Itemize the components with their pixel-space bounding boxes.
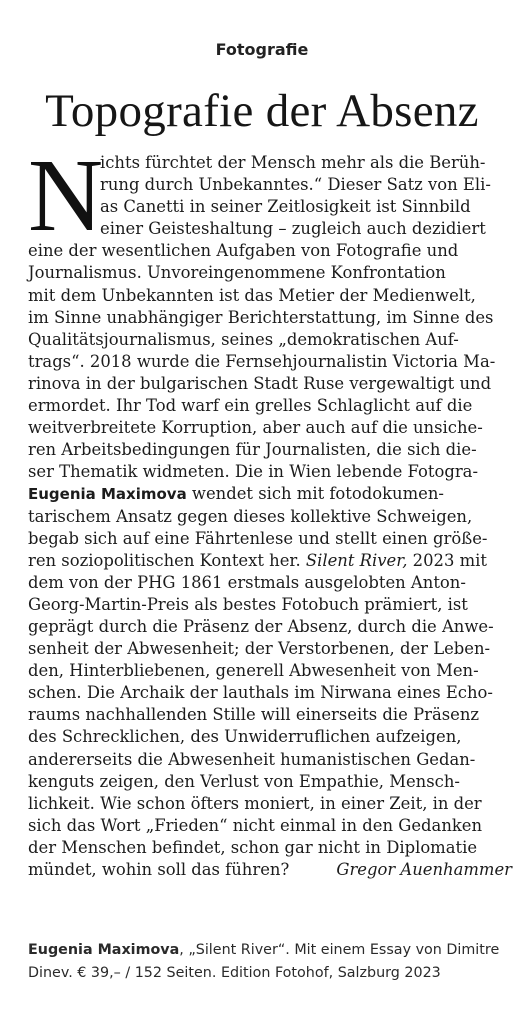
article-headline: Topografie der Absenz: [45, 85, 479, 137]
body-line: des Schrecklichen, des Unwiderruflichen aufzeigen,: [28, 727, 462, 747]
body-line: ren Arbeitsbedingungen für Journalisten, die sich die-: [28, 440, 477, 460]
caption-line: [28, 939, 512, 962]
body-line: ichts fürchtet der Mensch mehr als die Berüh-: [100, 153, 486, 172]
body-line: lichkeit. Wie schon öfters moniert, in einer Zeit, in der: [28, 793, 482, 813]
caption-text: , „Silent River“. Mit einem Essay von Dimitre: [179, 942, 500, 958]
body-line: rung durch Unbekanntes.“ Dieser Satz von Eli-: [100, 175, 491, 195]
body-line: im Sinne unabhängiger Berichterstattung, im Sinne des: [28, 307, 494, 327]
author-byline: Gregor Auenhammer: [336, 860, 512, 879]
body-line: senheit der Abwesenheit; der Verstorbenen, der Leben-: [28, 639, 491, 659]
body-line: rinova in der bulgarischen Stadt Ruse vergewaltigt und: [28, 373, 492, 393]
article-body: [28, 138, 512, 881]
body-text: 2023 mit: [407, 550, 487, 570]
section-kicker: Fotografie: [215, 40, 309, 59]
body-line: kenguts zeigen, den Verlust von Empathie, Mensch-: [28, 771, 460, 791]
body-line: as Canetti in seiner Zeitlosigkeit ist Sinnbild: [100, 197, 471, 217]
body-line: eine der wesentlichen Aufgaben von Fotografie und: [28, 241, 459, 261]
body-line: [28, 859, 512, 881]
caption-line: Dinev. € 39,– / 152 Seiten. Edition Fotohof, Salzburg 2023: [28, 965, 441, 981]
photographer-name: Eugenia Maximova: [28, 485, 187, 504]
drop-cap: N: [28, 138, 104, 253]
body-line: der Menschen befindet, schon gar nicht in Diplomatie: [28, 837, 478, 857]
body-line: ermordet. Ihr Tod warf ein grelles Schlaglicht auf die: [28, 396, 473, 416]
body-line: den, Hinterbliebenen, generell Abwesenheit von Men-: [28, 661, 479, 681]
body-line: geprägt durch die Präsenz der Absenz, durch die Anwe-: [28, 616, 494, 636]
body-line: raums nachhallenden Stille will einerseits die Präsenz: [28, 705, 480, 725]
body-line: [28, 483, 512, 505]
book-caption: [28, 939, 512, 985]
body-line: [28, 550, 512, 572]
body-line: Journalismus. Unvoreingenommene Konfrontation: [28, 263, 446, 283]
body-line: begab sich auf eine Fährtenlese und stellt einen größe-: [28, 528, 488, 548]
body-line: dem von der PHG 1861 erstmals ausgelobten Anton-: [28, 572, 466, 592]
body-line: einer Geisteshaltung – zugleich auch dezidiert: [100, 219, 486, 239]
body-line: tarischem Ansatz gegen dieses kollektive Schweigen,: [28, 506, 473, 526]
body-line: Georg-Martin-Preis als bestes Fotobuch prämiert, ist: [28, 594, 468, 614]
body-text: ren soziopolitischen Kontext her.: [28, 550, 306, 570]
caption-photographer: Eugenia Maximova: [28, 942, 180, 958]
body-line: sich das Wort „Frieden“ nicht einmal in den Gedanken: [28, 815, 483, 835]
body-line: trags“. 2018 wurde die Fernsehjournalistin Victoria Ma-: [28, 351, 496, 371]
body-text: mündet, wohin soll das führen?: [28, 860, 290, 879]
body-line: schen. Die Archaik der lauthals im Nirwana eines Echo-: [28, 683, 493, 703]
body-text: wendet sich mit fotodokumen-: [186, 484, 444, 504]
body-line: weitverbreitete Korruption, aber auch auf die unsiche-: [28, 418, 483, 438]
body-line: andererseits die Abwesenheit humanistischen Gedan-: [28, 749, 476, 769]
body-line: mit dem Unbekannten ist das Metier der Medienwelt,: [28, 285, 476, 305]
body-line: ser Thematik widmeten. Die in Wien lebende Fotogra-: [28, 462, 478, 482]
body-line: Qualitätsjournalismus, seines „demokratischen Auf-: [28, 329, 459, 349]
book-title: Silent River,: [305, 550, 408, 570]
